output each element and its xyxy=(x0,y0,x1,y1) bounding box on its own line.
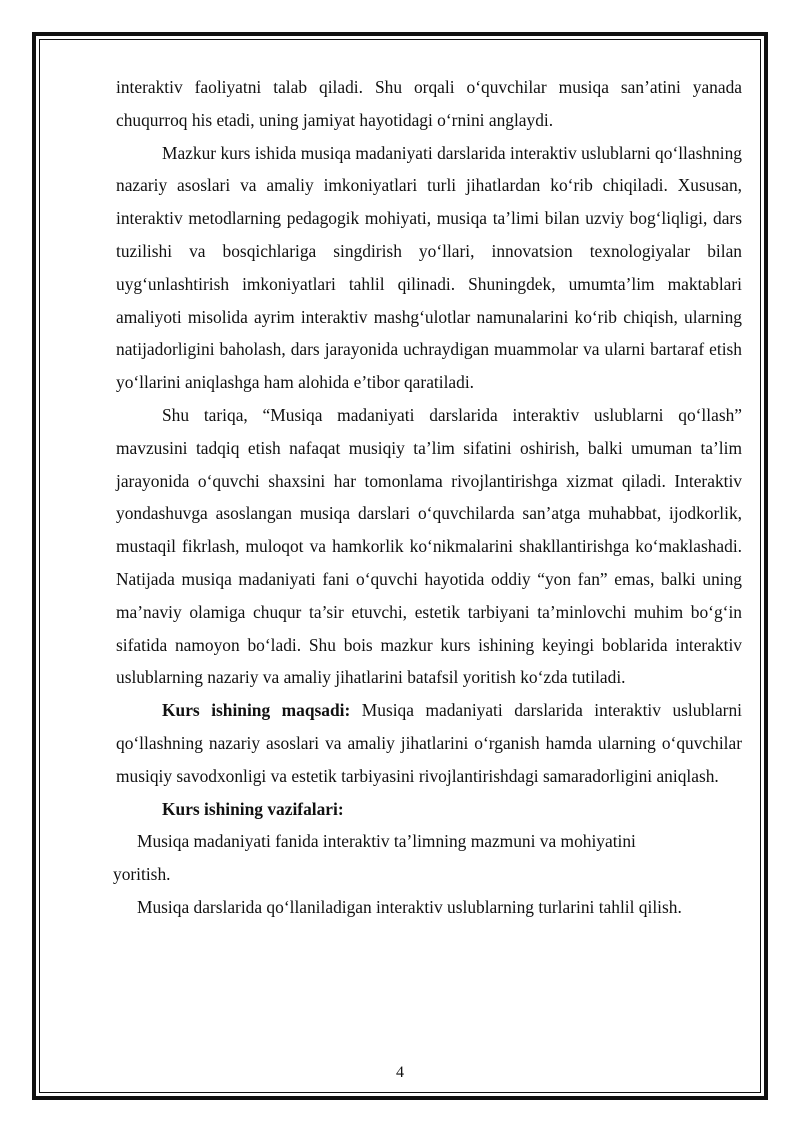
document-body xyxy=(113,71,742,924)
page-number: 4 xyxy=(396,1064,404,1081)
paragraph-course-goal xyxy=(116,694,742,792)
goal-text: Musiqa madaniyati darslarida interaktiv uslublarni qo‘llashning nazariy asoslari va amaliy jihatlarini o‘rganish hamda ularning o‘quvchilar musiqiy savodxonligi va estetik tarbiyasini rivojlantirishdagi samaradorligini aniqlash. xyxy=(116,700,742,786)
paragraph-course-scope: Mazkur kurs ishida musiqa madaniyati darslarida interaktiv uslublarni qo‘llashning nazariy asoslari va amaliy imkoniyatlari turli jihatlardan ko‘rib chiqiladi. Xususan, interaktiv metodlarning pedagogik mohiyati, musiqa ta’limi bilan uzviy bog‘liqligi, dars tuzilishi va bosqichlariga singdirish yo‘llari, innovatsion texnologiyalar bilan uyg‘unlashtirish imkoniyatlari tahlil qilinadi. Shuningdek, umumta’lim maktablari amaliyoti misolida ayrim interaktiv mashg‘ulotlar namunalarini ko‘rib chiqish, ularning natijadorligini baholash, dars jarayonida uchraydigan muammolar va ularni bartaraf etish yo‘llarini aniqlashga ham alohida e’tibor qaratiladi. xyxy=(116,142,742,393)
task-item-1-continuation: yoritish. xyxy=(113,864,171,885)
goal-heading: Kurs ishining maqsadi: xyxy=(162,700,351,721)
paragraph-continuation: interaktiv faoliyatni talab qiladi. Shu orqali o‘quvchilar musiqa san’atini yanada chuqurroq his etadi, uning jamiyat hayotidagi o‘rnini anglaydi. xyxy=(116,77,742,130)
tasks-heading-label: Kurs ishining vazifalari: xyxy=(162,798,344,819)
tasks-heading xyxy=(116,793,742,826)
task-item-1: Musiqa madaniyati fanida interaktiv ta’limning mazmuni va mohiyatini xyxy=(137,831,636,852)
paragraph-topic-significance: Shu tariqa, “Musiqa madaniyati darslarida interaktiv uslublarni qo‘llash” mavzusini tadqiq etish nafaqat musiqiy ta’lim sifatini oshirish, balki umuman ta’lim jarayonida o‘quvchi shaxsini har tomonlama rivojlantirishga xizmat qiladi. Interaktiv yondashuvga asoslangan musiqa darslari o‘quvchilarda san’atga muhabbat, ijodkorlik, mustaqil fikrlash, muloqot va hamkorlik ko‘nikmalarini shakllantirishga ko‘maklashadi. Natijada musiqa madaniyati fani o‘quvchi hayotida oddiy “yon fan” emas, balki uning ma’naviy olamiga chuqur ta’sir etuvchi, estetik tarbiyani ta’minlovchi muhim bo‘g‘in sifatida namoyon bo‘ladi. Shu bois mazkur kurs ishining keyingi boblarida interaktiv uslublarning nazariy va amaliy jihatlarini batafsil yoritish ko‘zda tutiladi. xyxy=(116,404,742,688)
task-item-2: Musiqa darslarida qo‘llaniladigan interaktiv uslublarning turlarini tahlil qilish. xyxy=(137,896,682,917)
